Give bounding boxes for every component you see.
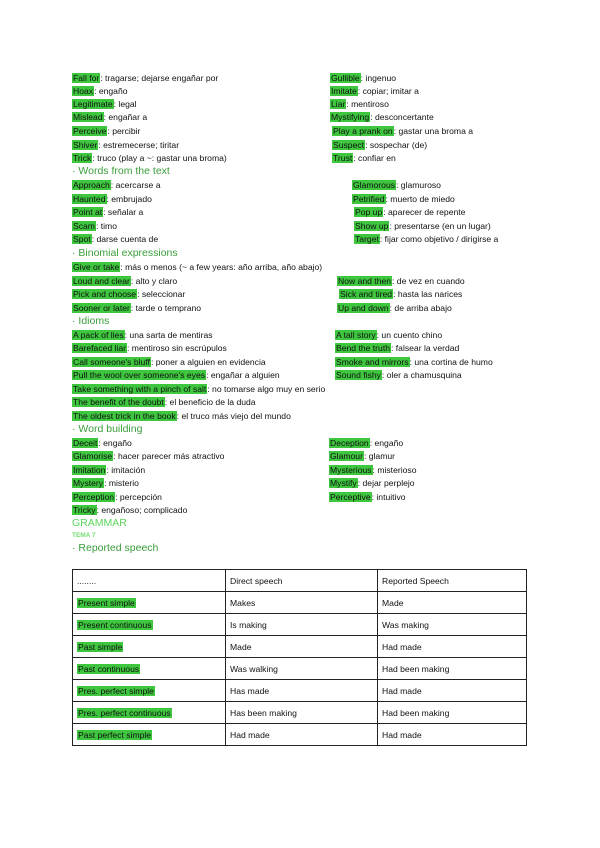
vocab-item: The benefit of the doubt: el beneficio de la duda: [73, 397, 256, 407]
vocab-item: Trick: truco (play a ~: gastar una broma): [73, 153, 227, 163]
reported-cell: Made: [378, 592, 527, 614]
reported-cell: Had made: [378, 680, 527, 702]
reported-cell: Had made: [378, 724, 527, 746]
tense-cell: Present simple: [73, 592, 226, 614]
vocab-item: Play a prank on: gastar una broma a: [333, 126, 474, 136]
vocab-item: Smoke and mirrors: una cortina de humo: [336, 357, 493, 367]
tense-cell: Present continuous: [73, 614, 226, 636]
vocab-item: Barefaced liar: mentiroso sin escrúpulos: [73, 343, 227, 353]
table-row: [73, 592, 527, 614]
table-header-cell: ........: [73, 570, 226, 592]
vocab-item: Take something with a pinch of salt: no tomarse algo muy en serio: [73, 384, 326, 394]
vocab-item: Scam: timo: [73, 221, 117, 231]
vocab-item: A pack of lies: una sarta de mentiras: [73, 330, 213, 340]
vocab-item: Up and down: de arriba abajo: [338, 303, 452, 313]
vocab-item: Mystifying: desconcertante: [331, 112, 434, 122]
direct-cell: Is making: [226, 614, 378, 636]
tense-cell: Pres. perfect continuous: [73, 702, 226, 724]
tense-cell: Past simple: [73, 636, 226, 658]
vocab-item: Mislead: engañar a: [73, 112, 148, 122]
reported-speech-table: [72, 569, 527, 746]
direct-cell: Makes: [226, 592, 378, 614]
table-row: [73, 724, 527, 746]
vocab-item: Pull the wool over someone's eyes: engañar a alguien: [73, 370, 280, 380]
vocab-item: Mystery: misterio: [73, 478, 139, 488]
vocab-item: Perceptive: intuitivo: [330, 492, 406, 502]
vocab-item: Target: fijar como objetivo / dirigirse a: [355, 234, 499, 244]
vocab-item: Pop up: aparecer de repente: [355, 207, 466, 217]
vocab-item: Loud and clear: alto y claro: [73, 276, 178, 286]
reported-cell: Had been making: [378, 658, 527, 680]
vocab-item: Haunted: embrujado: [73, 194, 152, 204]
vocab-item: Hoax: engaño: [73, 86, 128, 96]
vocab-item: Tricky: engañoso; complicado: [73, 505, 188, 515]
vocab-item: Legitimate: legal: [73, 99, 137, 109]
section-heading: · Binomial expressions: [72, 247, 178, 259]
vocab-item: Give or take: más o menos (~ a few years: año arriba, año abajo): [73, 262, 323, 272]
section-heading: · Reported speech: [72, 542, 159, 554]
vocab-item: Imitate: copiar; imitar a: [331, 86, 419, 96]
table-header-cell: Reported Speech: [378, 570, 527, 592]
vocab-item: The oldest trick in the book: el truco más viejo del mundo: [73, 411, 291, 421]
table-header-cell: Direct speech: [226, 570, 378, 592]
vocab-item: Glamour: glamur: [330, 451, 395, 461]
vocab-item: Deceit: engaño: [73, 438, 132, 448]
vocab-item: Glamorous: glamuroso: [353, 180, 441, 190]
reported-cell: Was making: [378, 614, 527, 636]
grammar-title: GRAMMAR: [72, 517, 127, 529]
vocab-item: Perception: percepción: [73, 492, 162, 502]
vocab-item: Trust: confiar en: [333, 153, 396, 163]
reported-cell: Had made: [378, 636, 527, 658]
vocab-item: Glamorise: hacer parecer más atractivo: [73, 451, 225, 461]
direct-cell: Made: [226, 636, 378, 658]
direct-cell: Had made: [226, 724, 378, 746]
table-row: [73, 636, 527, 658]
section-heading: · Word building: [72, 423, 143, 435]
table-row: [73, 614, 527, 636]
vocab-item: Approach: acercarse a: [73, 180, 161, 190]
table-row: [73, 658, 527, 680]
vocab-item: Suspect: sospechar (de): [333, 140, 428, 150]
tense-cell: Past perfect simple: [73, 724, 226, 746]
vocab-item: Imitation: imitación: [73, 465, 146, 475]
vocab-item: Bend the truth: falsear la verdad: [336, 343, 460, 353]
section-heading: · Idioms: [72, 315, 110, 327]
vocab-item: Liar: mentiroso: [331, 99, 389, 109]
vocab-item: Point at: señalar a: [73, 207, 144, 217]
vocab-item: Mysterious: misterioso: [330, 465, 417, 475]
vocab-item: Mystify: dejar perplejo: [330, 478, 415, 488]
vocab-item: Now and then: de vez en cuando: [338, 276, 465, 286]
table-header-row: [73, 570, 527, 592]
vocab-item: Deception: engaño: [330, 438, 404, 448]
vocab-item: Fall for: tragarse; dejarse engañar por: [73, 73, 219, 83]
vocab-item: Call someone's bluff: poner a alguien en evidencia: [73, 357, 266, 367]
vocab-item: Sound fishy: oler a chamusquina: [336, 370, 462, 380]
table-row: [73, 702, 527, 724]
vocab-item: Perceive: percibir: [73, 126, 141, 136]
vocab-item: Petrified: muerto de miedo: [353, 194, 455, 204]
vocab-item: Gullible: ingenuo: [331, 73, 397, 83]
tense-cell: Past continuous: [73, 658, 226, 680]
section-heading: · Words from the text: [72, 165, 170, 177]
table-row: [73, 680, 527, 702]
direct-cell: Has made: [226, 680, 378, 702]
reported-cell: Had been making: [378, 702, 527, 724]
direct-cell: Has been making: [226, 702, 378, 724]
vocab-item: Spot: darse cuenta de: [73, 234, 159, 244]
direct-cell: Was walking: [226, 658, 378, 680]
tense-cell: Pres. perfect simple: [73, 680, 226, 702]
vocab-item: A tall story: un cuento chino: [336, 330, 443, 340]
tema-label: TEMA 7: [72, 532, 96, 539]
vocab-item: Shiver: estremecerse; tiritar: [73, 140, 180, 150]
vocab-item: Sooner or later: tarde o temprano: [73, 303, 202, 313]
vocab-item: Sick and tired: hasta las narices: [340, 289, 463, 299]
vocab-item: Show up: presentarse (en un lugar): [355, 221, 491, 231]
vocab-item: Pick and choose: seleccionar: [73, 289, 186, 299]
